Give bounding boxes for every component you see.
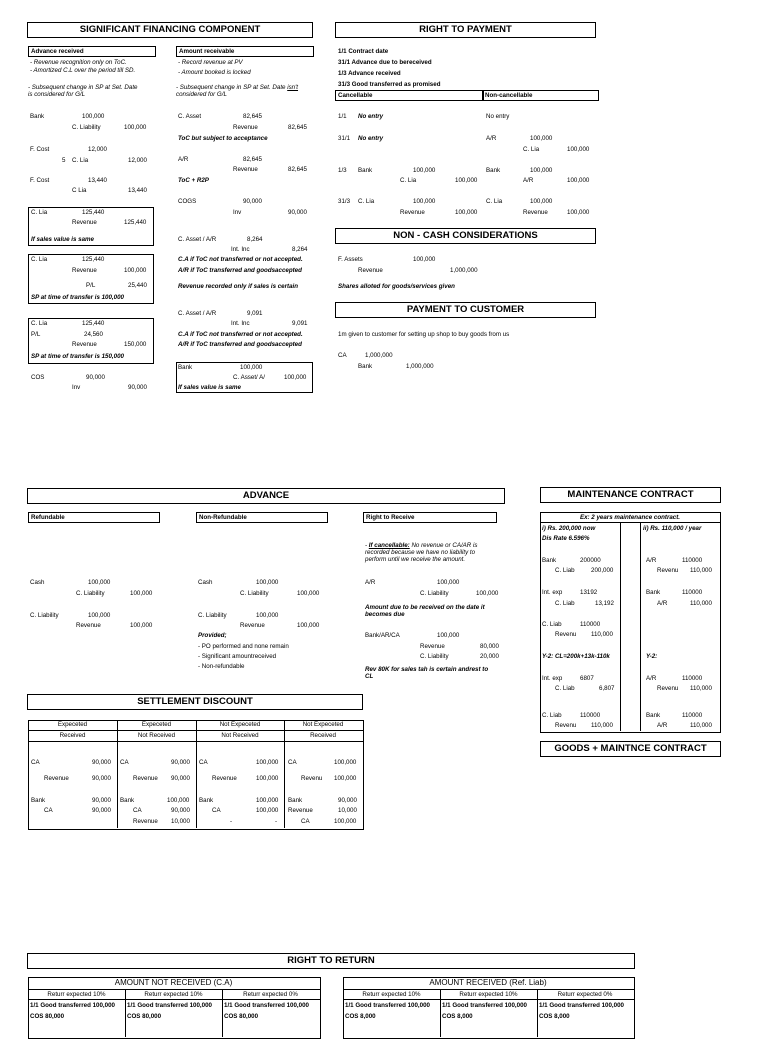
- adv-amt: 100,000: [256, 579, 279, 586]
- entry-amt: 8,264: [247, 236, 263, 243]
- r2p-cell: A/R: [486, 135, 497, 142]
- entry-cr: C. Lia: [72, 157, 89, 164]
- settle-cell: 100,000: [256, 797, 279, 804]
- settle-cell: CA: [199, 759, 208, 766]
- entry-amt: 82,645: [288, 166, 307, 173]
- r2p-cell: C. Lia: [358, 198, 375, 205]
- settle-cell: CA: [301, 818, 310, 825]
- adv-cr: Revenue: [240, 622, 265, 629]
- entry-amt: 12,000: [128, 157, 147, 164]
- settle-cell: 90,000: [92, 775, 111, 782]
- r2p-cell: C. Lia: [400, 177, 417, 184]
- entry-amt: 24,560: [84, 331, 103, 338]
- rtr-head: Returr expected 10%: [362, 991, 421, 998]
- maint-cr: A/R: [657, 600, 668, 607]
- entry-cr: Revenue: [72, 267, 97, 274]
- entry-amt: 125,440: [82, 320, 105, 327]
- entry-amt: 8,264: [292, 246, 308, 253]
- r2r-note-u: If cancellable:: [368, 542, 410, 549]
- entry-cr: Revenue: [233, 124, 258, 131]
- settle-cell: Bank: [199, 797, 214, 804]
- entry-note: ToC but subject to acceptance: [178, 135, 268, 142]
- maint-amt: 6,807: [599, 685, 615, 692]
- right-to-receive-label: Right to Receive: [363, 512, 497, 523]
- adv-provided: Provided;: [198, 632, 227, 639]
- adv-dr: C. Liability: [30, 612, 59, 619]
- settle-cell: 100,000: [334, 818, 357, 825]
- settle-cell: Revenue: [133, 818, 158, 825]
- maint-example: Ex: 2 years maintenance contract.: [579, 514, 681, 521]
- r2p-cell: 100,000: [455, 209, 478, 216]
- r2p-cell: C. Lia: [523, 146, 540, 153]
- settle-cell: 10,000: [338, 807, 357, 814]
- entry-amt: 90,000: [128, 384, 147, 391]
- r2p-cell: Revenue: [523, 209, 548, 216]
- amt-note: - Record revenue at PV: [178, 59, 243, 66]
- maint-dr: A/R: [646, 675, 657, 682]
- entry-amt: 82,645: [243, 156, 262, 163]
- settle-cell: 90,000: [171, 759, 190, 766]
- entry-amt: 25,440: [128, 282, 147, 289]
- r2p-cell: 100,000: [530, 135, 553, 142]
- ncc-cr: Revenue: [358, 267, 383, 274]
- ptc-amt: 1,000,000: [365, 352, 393, 359]
- settle-cell: CA: [120, 759, 129, 766]
- entry-cr: C. Liability: [72, 124, 101, 131]
- maint-amt: 110,000: [690, 600, 712, 607]
- adv-amt: 100,000: [88, 612, 111, 619]
- r2p-col-noncancellable: Non-cancellable: [482, 90, 599, 101]
- r2p-date-cell: 1/1: [338, 113, 347, 120]
- rtr-line: 1/1 Good transferred 100,000: [30, 1002, 115, 1009]
- entry-dr: P/L: [31, 331, 41, 338]
- maint-amt: 200,000: [591, 567, 614, 574]
- rtr-divider: [28, 989, 320, 990]
- entry-cr: Revenue: [233, 166, 258, 173]
- rtr-divider: [343, 999, 634, 1000]
- maint-title: MAINTENANCE CONTRACT: [540, 487, 721, 503]
- rtr-line: 1/1 Good transferred 100,000: [224, 1002, 309, 1009]
- rtr-line: COS 8,000: [539, 1013, 570, 1020]
- ncc-title: NON - CASH CONSIDERATIONS: [335, 228, 596, 244]
- entry-amt: 100,000: [124, 267, 147, 274]
- amt-note-u: isn't: [287, 84, 299, 91]
- r2p-cell: C. Lia: [486, 198, 503, 205]
- entry-amt: 125,440: [82, 256, 105, 263]
- r2r-note3: Rev 80K for sales tah is certain andrest to: [365, 666, 489, 673]
- settle-head: Received: [310, 732, 336, 739]
- r2p-col-cancellable: Cancellable: [335, 90, 484, 101]
- maint-dr: C. Liab: [542, 712, 562, 719]
- r2p-cell: No entry: [486, 113, 510, 120]
- r2p-date: 31/1 Advance due to bereceived: [338, 59, 432, 66]
- r2p-date-cell: 31/3: [338, 198, 351, 205]
- settle-cell: -: [275, 818, 278, 825]
- maint-table: [540, 512, 721, 733]
- settle-cell: 100,000: [256, 775, 279, 782]
- maint-c2-head: ii) Rs. 110,000 / year: [643, 525, 702, 532]
- maint-amt: 110,000: [591, 631, 613, 638]
- r2r-amt: 100,000: [476, 590, 499, 597]
- entry-note: C.A if ToC not transferred or not accepted.: [178, 331, 303, 338]
- adv-amt: 100,000: [88, 579, 111, 586]
- settle-cell: Revenue: [133, 775, 158, 782]
- advance-title: ADVANCE: [27, 488, 505, 504]
- ncc-amt: 1,000,000: [450, 267, 478, 274]
- sfc-title: SIGNIFICANT FINANCING COMPONENT: [27, 22, 313, 38]
- r2r-dr: Bank/AR/CA: [365, 632, 400, 639]
- r2p-date-cell: 31/1: [338, 135, 351, 142]
- rtr-line: 1/1 Good transferred 100,000: [442, 1002, 527, 1009]
- r2r-amt: 100,000: [437, 632, 460, 639]
- maint-dr: A/R: [646, 557, 657, 564]
- maint-amt: 110000: [682, 712, 703, 719]
- entry-dr: F. Cost: [30, 177, 50, 184]
- entry-amt: 9,091: [247, 310, 263, 317]
- entry-amt: 13,440: [128, 187, 147, 194]
- adv-amt: 100,000: [297, 622, 320, 629]
- settle-cell: 90,000: [92, 759, 111, 766]
- maint-cr: Revenu: [555, 722, 577, 729]
- entry-amt: 90,000: [243, 198, 262, 205]
- settle-cell: 100,000: [334, 775, 357, 782]
- r2p-cell: Bank: [486, 167, 501, 174]
- entry-note: A/R if ToC transferred and goodsaccepted: [178, 341, 302, 348]
- entry-note: ToC + R2P: [178, 177, 209, 184]
- maint-cr: Revenu: [657, 685, 679, 692]
- settle-cell: CA: [212, 807, 221, 814]
- maint-y2: Y-2:: [646, 653, 658, 660]
- nonrefundable-label: Non-Refundable: [196, 512, 328, 523]
- ptc-note: 1m given to customer for setting up shop to buy goods from us: [338, 331, 510, 338]
- maint-c1-head: i) Rs. 200,000 now: [542, 525, 596, 532]
- entry-amt: 125,440: [82, 209, 105, 216]
- entry-dr: C. Lia: [31, 320, 48, 327]
- rtr-line: 1/1 Good transferred 100,000: [127, 1002, 212, 1009]
- entry-amt: 82,645: [243, 113, 262, 120]
- settle-cell: CA: [31, 759, 40, 766]
- adv-dr: C. Liability: [198, 612, 227, 619]
- maint-dr: Bank: [542, 557, 557, 564]
- r2r-note3: CL: [365, 673, 374, 680]
- r2p-title: RIGHT TO PAYMENT: [335, 22, 596, 38]
- settle-cell: Bank: [120, 797, 135, 804]
- maint-amt: 13192: [580, 589, 598, 596]
- rtr-line: 1/1 Good transferred 100,000: [539, 1002, 624, 1009]
- refundable-label: Refundable: [28, 512, 160, 523]
- entry-dr: C. Asset / A/R: [178, 310, 217, 317]
- entry-cr: Inv: [72, 384, 81, 391]
- adv-prov-item: - Significant amountreceived: [198, 653, 277, 660]
- settle-head: Not Expeceted: [219, 721, 261, 728]
- r2p-date: 1/1 Contract date: [338, 48, 389, 55]
- r2p-cell: No entry: [358, 113, 384, 120]
- maint-c1-head: Dis Rate 6.596%: [542, 535, 590, 542]
- box-note: If sales value is same: [31, 236, 94, 243]
- adv-amt: 100,000: [130, 622, 153, 629]
- maint-divider: [640, 522, 641, 731]
- box-note: If sales value is same: [178, 384, 241, 391]
- amt-note: [176, 84, 298, 91]
- r2r-note2: becomes due: [365, 611, 405, 618]
- entry-cr: Int. Inc: [231, 320, 250, 327]
- adv-amt: 100,000: [256, 612, 279, 619]
- box-note: SP at time of transfer is 100,000: [31, 294, 124, 301]
- adv-cr: C. Liability: [240, 590, 269, 597]
- entry-amt: 100,000: [82, 113, 105, 120]
- entry-note: A/R if ToC transferred and goodsaccepted: [178, 267, 302, 274]
- entry-amt: 9,091: [292, 320, 308, 327]
- maint-amt: 110000: [580, 712, 601, 719]
- maint-cr: C. Liab: [555, 685, 575, 692]
- maint-amt: 13,192: [595, 600, 614, 607]
- entry-dr: C. Lia: [31, 209, 48, 216]
- adv-prov-item: - PO performed and none remain: [198, 643, 289, 650]
- entry-amt: 12,000: [88, 146, 107, 153]
- settle-cell: Revenue: [212, 775, 237, 782]
- settle-cell: 90,000: [92, 797, 111, 804]
- settle-title: SETTLEMENT DISCOUNT: [27, 694, 363, 710]
- entry-amt: 90,000: [86, 374, 105, 381]
- adv-note: - Revenue recognition only on ToC.: [30, 59, 127, 66]
- amt-note: considered for G/L: [176, 91, 227, 98]
- maint-amt: 110,000: [690, 722, 712, 729]
- settle-cell: Revenu: [301, 775, 323, 782]
- entry-amt: 90,000: [288, 209, 307, 216]
- rtr-head: Returr expected 10%: [47, 991, 106, 998]
- settle-head: Not Received: [137, 732, 176, 739]
- maint-cr: C. Liab: [555, 567, 575, 574]
- maint-amt: 110,000: [690, 685, 712, 692]
- r2p-cell: Revenue: [400, 209, 425, 216]
- settle-cell: 100,000: [167, 797, 190, 804]
- maint-dr: Int. exp: [542, 675, 563, 682]
- settle-cell: Revenue: [288, 807, 313, 814]
- r2p-cell: No entry: [358, 135, 384, 142]
- ptc-dr: CA: [338, 352, 347, 359]
- goods-maint-title: GOODS + MAINTNCE CONTRACT: [540, 741, 721, 757]
- r2r-note: perform until we receive the amount.: [365, 556, 466, 563]
- settle-cell: -: [230, 818, 233, 825]
- r2r-note2: Amount due to be received on the date it: [365, 604, 485, 611]
- entry-cr: Int. Inc: [231, 246, 250, 253]
- r2p-date: 31/3 Good transferred as promised: [338, 81, 441, 88]
- amt-note-a: - Subsequent change in SP at Set. Date: [176, 84, 288, 91]
- adv-note: is considered for G/L: [28, 91, 86, 98]
- maint-cr: Revenu: [555, 631, 577, 638]
- maint-divider: [620, 522, 621, 731]
- entry-note: C.A if ToC not transferred or not accepted.: [178, 256, 303, 263]
- r2r-cr: C. Liability: [420, 653, 449, 660]
- ptc-cr: Bank: [358, 363, 373, 370]
- rtr-title: RIGHT TO RETURN: [27, 953, 635, 969]
- settle-cell: Bank: [31, 797, 46, 804]
- maint-divider: [540, 522, 720, 523]
- rtr-head: Returr expected 10%: [459, 991, 518, 998]
- entry-amt: 125,440: [124, 219, 147, 226]
- rtr-divider: [343, 989, 634, 990]
- rtr-line: COS 80,000: [30, 1013, 65, 1020]
- settle-cell: 100,000: [334, 759, 357, 766]
- ptc-amt: 1,000,000: [406, 363, 434, 370]
- settle-head: Expeceted: [141, 721, 172, 728]
- adv-dr: Cash: [30, 579, 45, 586]
- ncc-amt: 100,000: [413, 256, 436, 263]
- r2p-cell: 100,000: [530, 198, 553, 205]
- maint-cr: Revenu: [657, 567, 679, 574]
- entry-cr: C. Asset/ A/: [233, 374, 265, 381]
- maint-amt: 200000: [580, 557, 601, 564]
- settle-cell: 90,000: [171, 775, 190, 782]
- entry-dr: Bank: [30, 113, 45, 120]
- r2r-note: - If cancellable: No revenue or CA/AR is: [365, 542, 478, 549]
- adv-cr: Revenue: [76, 622, 101, 629]
- r2p-cell: 100,000: [455, 177, 478, 184]
- settle-cell: 90,000: [338, 797, 357, 804]
- settle-cell: 90,000: [92, 807, 111, 814]
- adv-dr: Cash: [198, 579, 213, 586]
- advance-received-label: Advance received: [28, 46, 156, 57]
- r2p-cell: 100,000: [567, 209, 590, 216]
- rtr-line: COS 80,000: [224, 1013, 259, 1020]
- maint-amt: 110000: [682, 675, 703, 682]
- maint-y2: Y-2: CL=200k+13k-110k: [542, 653, 610, 660]
- r2p-cell: A/R: [523, 177, 534, 184]
- r2p-cell: 100,000: [567, 146, 590, 153]
- entry-amt: 100,000: [284, 374, 307, 381]
- r2p-cell: Bank: [358, 167, 373, 174]
- adv-note: - Subsequent change in SP at Set. Date: [28, 84, 138, 91]
- settle-cell: 90,000: [171, 807, 190, 814]
- rtr-head: Returr expected 0%: [243, 991, 298, 998]
- rtr-left-title: AMOUNT NOT RECEIVED (C.A): [114, 978, 233, 987]
- settle-head: Not Expeceted: [302, 721, 344, 728]
- r2r-dr: A/R: [365, 579, 376, 586]
- r2r-cr: Revenue: [420, 643, 445, 650]
- maint-cr: A/R: [657, 722, 668, 729]
- entry-dr: COGS: [178, 198, 197, 205]
- entry-amt: 150,000: [124, 341, 147, 348]
- maint-amt: 110000: [682, 557, 703, 564]
- maint-dr: Bank: [646, 712, 661, 719]
- amount-receivable-label: Amount receivable: [176, 46, 314, 57]
- entry-dr: C. Asset: [178, 113, 202, 120]
- maint-amt: 6807: [580, 675, 594, 682]
- maint-dr: C. Liab: [542, 621, 562, 628]
- r2p-date: 1/3 Advance received: [338, 70, 401, 77]
- settle-cell: 100,000: [256, 807, 279, 814]
- settle-cell: Bank: [288, 797, 303, 804]
- entry-note: Revenue recorded only if sales is certain: [178, 283, 299, 290]
- r2r-amt: 20,000: [480, 653, 499, 660]
- ncc-note: Shares alloted for goods/services given: [338, 283, 455, 290]
- rtr-line: COS 8,000: [345, 1013, 376, 1020]
- rtr-line: 1/1 Good transferred 100,000: [345, 1002, 430, 1009]
- entry-amt: 100,000: [124, 124, 147, 131]
- settle-head: Received: [59, 732, 86, 739]
- entry-dr: F. Cost: [30, 146, 50, 153]
- r2r-amt: 80,000: [480, 643, 499, 650]
- settle-cell: 100,000: [256, 759, 279, 766]
- entry-dr: A/R: [178, 156, 189, 163]
- rtr-line: COS 80,000: [127, 1013, 162, 1020]
- r2r-cr: C. Liability: [420, 590, 449, 597]
- entry-cr: P/L: [86, 282, 96, 289]
- amt-note: - Amount booked is locked: [178, 69, 251, 76]
- maint-amt: 110000: [580, 621, 601, 628]
- rtr-head: Returr expected 0%: [557, 991, 613, 998]
- r2r-amt: 100,000: [437, 579, 460, 586]
- r2p-cell: 100,000: [530, 167, 553, 174]
- maint-amt: 110,000: [690, 567, 712, 574]
- r2p-cell: 100,000: [413, 167, 436, 174]
- entry-amt: 13,440: [88, 177, 107, 184]
- adv-cr: C. Liability: [76, 590, 105, 597]
- ptc-title: PAYMENT TO CUSTOMER: [335, 302, 596, 318]
- maint-dr: Int. exp: [542, 589, 563, 596]
- settle-head: Expeceted: [57, 721, 88, 728]
- entry-amt: 100,000: [240, 364, 263, 371]
- maint-cr: C. Liab: [555, 600, 575, 607]
- adv-note: - Amortized C.L over the period till SD.: [30, 67, 136, 74]
- rtr-head: Returr expected 10%: [144, 991, 203, 998]
- ncc-dr: F. Assets: [338, 256, 363, 263]
- settle-cell: CA: [44, 807, 53, 814]
- adv-amt: 100,000: [130, 590, 153, 597]
- settle-cell: Revenue: [44, 775, 69, 782]
- entry-dr: C. Asset / A/R: [178, 236, 217, 243]
- entry-cr: Revenue: [72, 219, 97, 226]
- r2p-cell: 100,000: [413, 198, 436, 205]
- entry-dr: Bank: [178, 364, 193, 371]
- settle-cell: CA: [133, 807, 142, 814]
- settle-cell: CA: [288, 759, 297, 766]
- entry-dr: COS: [31, 374, 45, 381]
- settle-cell: 10,000: [171, 818, 190, 825]
- rtr-divider: [28, 999, 320, 1000]
- r2r-note-a: No revenue or CA/AR is: [409, 542, 478, 549]
- maint-dr: Bank: [646, 589, 661, 596]
- settle-head: Not Received: [221, 732, 259, 739]
- entry-cr: Inv: [233, 209, 242, 216]
- rtr-right-title: AMOUNT RECEIVED (Ref. Liab): [429, 978, 547, 987]
- entry-note: 5: [62, 157, 66, 164]
- entry-cr: C Lia: [72, 187, 87, 194]
- entry-amt: 82,645: [288, 124, 307, 131]
- adv-amt: 100,000: [297, 590, 320, 597]
- r2r-note: recorded because we have no liability to: [365, 549, 476, 556]
- entry-dr: C. Lia: [31, 256, 48, 263]
- rtr-line: COS 8,000: [442, 1013, 473, 1020]
- box-note: SP at time of transfer is 150,000: [31, 353, 124, 360]
- adv-prov-item: - Non-refundable: [198, 663, 245, 670]
- r2p-date-cell: 1/3: [338, 167, 347, 174]
- r2p-cell: 100,000: [567, 177, 590, 184]
- maint-amt: 110000: [682, 589, 703, 596]
- entry-cr: Revenue: [72, 341, 97, 348]
- maint-amt: 110,000: [591, 722, 613, 729]
